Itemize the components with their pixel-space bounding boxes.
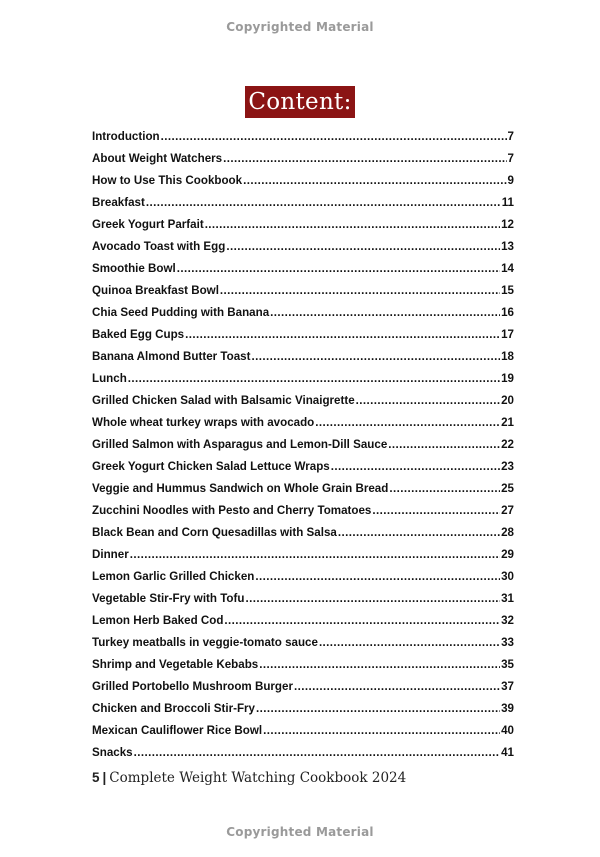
- toc-entry[interactable]: [92, 126, 514, 148]
- toc-dot-leader: [315, 412, 500, 434]
- toc-entry[interactable]: [92, 434, 514, 456]
- toc-entry[interactable]: [92, 192, 514, 214]
- toc-entry[interactable]: [92, 368, 514, 390]
- toc-entry-label: Black Bean and Corn Quesadillas with Salsa: [92, 526, 337, 539]
- toc-entry-page: 39: [501, 702, 514, 715]
- toc-entry-page: 40: [501, 724, 514, 737]
- toc-dot-leader: [245, 588, 500, 610]
- toc-entry-page: 30: [501, 570, 514, 583]
- toc-entry-label: Turkey meatballs in veggie-tomato sauce: [92, 636, 318, 649]
- toc-entry-page: 27: [501, 504, 514, 517]
- toc-entry-label: Quinoa Breakfast Bowl: [92, 284, 219, 297]
- toc-entry-label: Avocado Toast with Egg: [92, 240, 226, 253]
- toc-entry-label: Zucchini Noodles with Pesto and Cherry Tomatoes: [92, 504, 372, 517]
- toc-entry-label: Veggie and Hummus Sandwich on Whole Grain Bread: [92, 482, 389, 495]
- table-of-contents: [92, 126, 514, 764]
- toc-dot-leader: [224, 610, 500, 632]
- toc-dot-leader: [134, 742, 500, 764]
- toc-entry-label: How to Use This Cookbook: [92, 174, 243, 187]
- toc-entry[interactable]: [92, 610, 514, 632]
- toc-dot-leader: [161, 126, 507, 148]
- footer-separator: |: [102, 770, 107, 785]
- toc-entry[interactable]: [92, 676, 514, 698]
- toc-entry[interactable]: [92, 500, 514, 522]
- toc-entry[interactable]: [92, 236, 514, 258]
- toc-entry-page: 20: [501, 394, 514, 407]
- toc-entry-label: Smoothie Bowl: [92, 262, 176, 275]
- toc-entry-page: 23: [501, 460, 514, 473]
- toc-dot-leader: [146, 192, 501, 214]
- toc-dot-leader: [243, 170, 506, 192]
- toc-dot-leader: [319, 632, 500, 654]
- toc-dot-leader: [256, 698, 500, 720]
- toc-entry-label: Baked Egg Cups: [92, 328, 185, 341]
- toc-dot-leader: [177, 258, 500, 280]
- toc-dot-leader: [263, 720, 500, 742]
- toc-entry-label: Chicken and Broccoli Stir-Fry: [92, 702, 255, 715]
- toc-dot-leader: [185, 324, 500, 346]
- toc-entry-page: 41: [501, 746, 514, 759]
- toc-dot-leader: [388, 434, 500, 456]
- toc-entry[interactable]: [92, 280, 514, 302]
- toc-entry-label: Chia Seed Pudding with Banana: [92, 306, 270, 319]
- toc-dot-leader: [223, 148, 506, 170]
- toc-entry[interactable]: [92, 698, 514, 720]
- toc-dot-leader: [338, 522, 500, 544]
- toc-dot-leader: [270, 302, 500, 324]
- toc-entry-label: Greek Yogurt Parfait: [92, 218, 204, 231]
- toc-entry-page: 37: [501, 680, 514, 693]
- toc-entry-label: Dinner: [92, 548, 129, 561]
- toc-entry[interactable]: [92, 588, 514, 610]
- copyright-watermark-top: Copyrighted Material: [226, 20, 374, 34]
- toc-entry[interactable]: [92, 544, 514, 566]
- toc-entry-page: 16: [501, 306, 514, 319]
- toc-dot-leader: [226, 236, 500, 258]
- toc-dot-leader: [356, 390, 500, 412]
- toc-dot-leader: [294, 676, 500, 698]
- toc-dot-leader: [130, 544, 500, 566]
- toc-entry-label: Whole wheat turkey wraps with avocado: [92, 416, 315, 429]
- toc-entry-page: 32: [501, 614, 514, 627]
- toc-entry-label: Snacks: [92, 746, 133, 759]
- toc-entry-page: 9: [507, 174, 514, 187]
- toc-dot-leader: [128, 368, 500, 390]
- toc-dot-leader: [331, 456, 500, 478]
- toc-entry-label: Shrimp and Vegetable Kebabs: [92, 658, 259, 671]
- toc-entry[interactable]: [92, 214, 514, 236]
- toc-entry-page: 22: [501, 438, 514, 451]
- toc-entry[interactable]: [92, 742, 514, 764]
- toc-entry[interactable]: [92, 324, 514, 346]
- toc-entry-page: 13: [501, 240, 514, 253]
- toc-entry-page: 14: [501, 262, 514, 275]
- toc-entry-label: Grilled Chicken Salad with Balsamic Vinaigrette: [92, 394, 355, 407]
- toc-entry-label: About Weight Watchers: [92, 152, 223, 165]
- toc-entry-label: Lemon Garlic Grilled Chicken: [92, 570, 255, 583]
- toc-entry[interactable]: [92, 170, 514, 192]
- toc-entry-page: 7: [507, 152, 514, 165]
- toc-entry[interactable]: [92, 654, 514, 676]
- toc-entry[interactable]: [92, 302, 514, 324]
- toc-entry-page: 17: [501, 328, 514, 341]
- toc-entry-page: 7: [507, 130, 514, 143]
- toc-entry-page: 15: [501, 284, 514, 297]
- toc-entry-label: Lemon Herb Baked Cod: [92, 614, 224, 627]
- toc-entry[interactable]: [92, 148, 514, 170]
- page-footer: [92, 770, 406, 786]
- toc-entry-page: 11: [501, 196, 514, 209]
- toc-entry-page: 25: [501, 482, 514, 495]
- heading-container: [0, 86, 600, 118]
- page-number: 5: [92, 770, 100, 785]
- toc-dot-leader: [255, 566, 500, 588]
- toc-entry[interactable]: [92, 412, 514, 434]
- toc-dot-leader: [220, 280, 500, 302]
- toc-dot-leader: [251, 346, 500, 368]
- toc-entry-label: Breakfast: [92, 196, 145, 209]
- toc-entry[interactable]: [92, 522, 514, 544]
- toc-entry-page: 35: [501, 658, 514, 671]
- toc-entry-label: Lunch: [92, 372, 127, 385]
- toc-dot-leader: [259, 654, 500, 676]
- toc-entry-page: 31: [501, 592, 514, 605]
- toc-entry[interactable]: [92, 632, 514, 654]
- toc-entry-label: Banana Almond Butter Toast: [92, 350, 251, 363]
- toc-entry-page: 33: [501, 636, 514, 649]
- toc-entry-label: Introduction: [92, 130, 160, 143]
- toc-dot-leader: [389, 478, 500, 500]
- toc-entry-page: 18: [501, 350, 514, 363]
- toc-entry-label: Mexican Cauliflower Rice Bowl: [92, 724, 263, 737]
- toc-entry[interactable]: [92, 478, 514, 500]
- toc-entry[interactable]: [92, 456, 514, 478]
- toc-entry-page: 12: [501, 218, 514, 231]
- toc-entry-label: Grilled Portobello Mushroom Burger: [92, 680, 293, 693]
- book-title: Complete Weight Watching Cookbook 2024: [109, 770, 407, 786]
- toc-dot-leader: [205, 214, 500, 236]
- toc-entry-page: 28: [501, 526, 514, 539]
- toc-entry-label: Grilled Salmon with Asparagus and Lemon-Dill Sauce: [92, 438, 388, 451]
- toc-entry[interactable]: [92, 346, 514, 368]
- toc-dot-leader: [372, 500, 500, 522]
- toc-entry-label: Greek Yogurt Chicken Salad Lettuce Wraps: [92, 460, 330, 473]
- toc-entry-label: Vegetable Stir-Fry with Tofu: [92, 592, 245, 605]
- toc-entry[interactable]: [92, 390, 514, 412]
- toc-entry[interactable]: [92, 258, 514, 280]
- toc-entry-page: 19: [501, 372, 514, 385]
- copyright-watermark-bottom: Copyrighted Material: [226, 825, 374, 839]
- toc-entry[interactable]: [92, 720, 514, 742]
- toc-entry[interactable]: [92, 566, 514, 588]
- toc-entry-page: 29: [501, 548, 514, 561]
- toc-entry-page: 21: [501, 416, 514, 429]
- page-title: Content:: [245, 86, 354, 118]
